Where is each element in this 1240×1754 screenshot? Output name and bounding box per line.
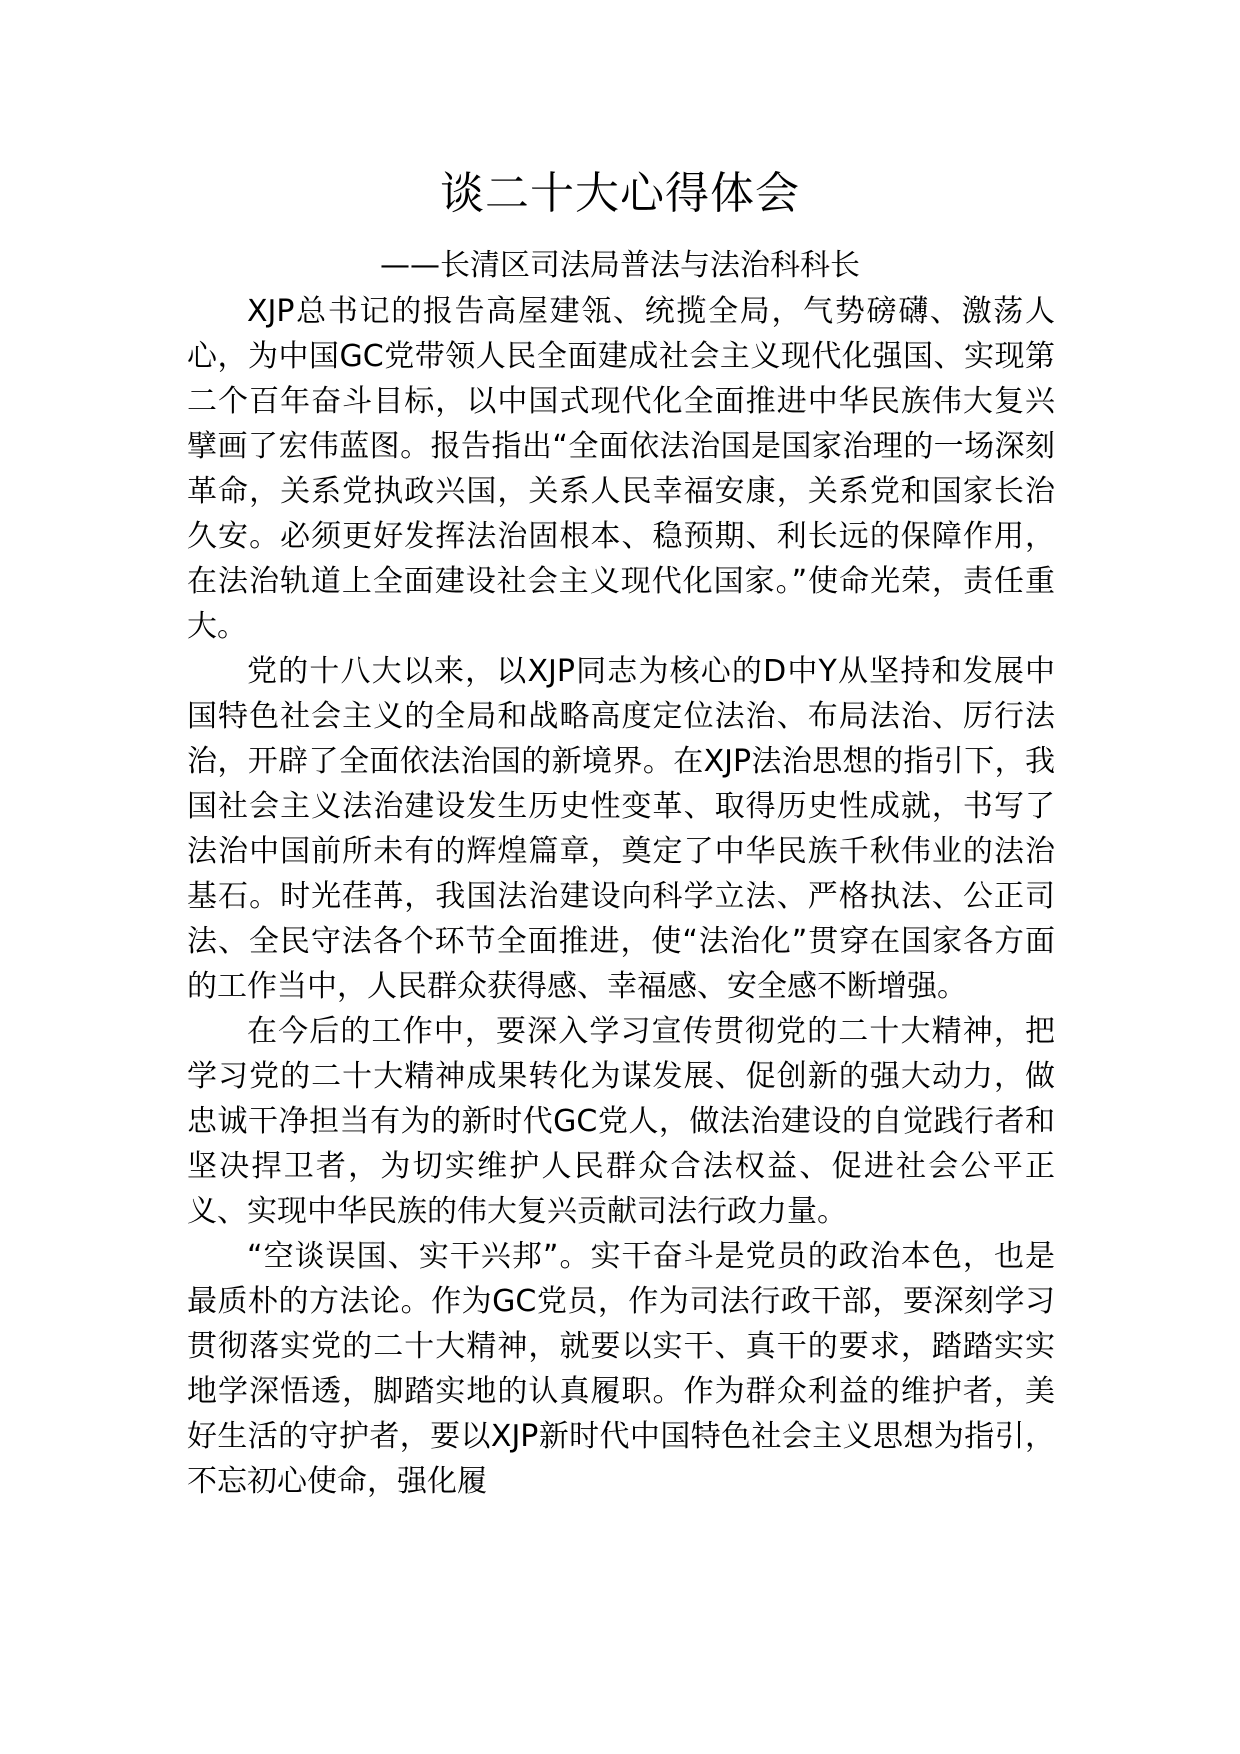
paragraph-3: 在今后的工作中，要深入学习宣传贯彻党的二十大精神，把学习党的二十大精神成果转化为谋发展、促创新的强大动力，做忠诚干净担当有为的新时代GC党人，做法治建设的自觉践行者和坚决捍卫者，为切实维护人民群众合法权益、促进社会公平正义、实现中华民族的伟大复兴贡献司法行政力量。 bbox=[187, 1014, 1055, 1229]
document-subtitle: ——长清区司法局普法与法治科科长 bbox=[380, 248, 860, 283]
paragraph-2: 党的十八大以来，以XJP同志为核心的D中Y从坚持和发展中国特色社会主义的全局和战略高度定位法治、布局法治、厉行法治，开辟了全面依法治国的新境界。在XJP法治思想的指引下，我国社会主义法治建设发生历史性变革、取得历史性成就，书写了法治中国前所未有的辉煌篇章，奠定了中华民族千秋伟业的法治基石。时光荏苒，我国法治建设向科学立法、严格执法、公正司法、全民守法各个环节全面推进，使“法治化”贯穿在国家各方面的工作当中，人民群众获得感、幸福感、安全感不断增强。 bbox=[187, 654, 1055, 1004]
document-title: 谈二十大心得体会 bbox=[440, 168, 800, 219]
document-body bbox=[187, 289, 1055, 1504]
paragraph-1: XJP总书记的报告高屋建瓴、统揽全局，气势磅礴、激荡人心，为中国GC党带领人民全面建成社会主义现代化强国、实现第二个百年奋斗目标，以中国式现代化全面推进中华民族伟大复兴擘画了宏伟蓝图。报告指出“全面依法治国是国家治理的一场深刻革命，关系党执政兴国，关系人民幸福安康，关系党和国家长治久安。必须更好发挥法治固根本、稳预期、利长远的保障作用，在法治轨道上全面建设社会主义现代化国家。”使命光荣，责任重大。 bbox=[187, 294, 1055, 644]
paragraph-4: “空谈误国、实干兴邦”。实干奋斗是党员的政治本色，也是最质朴的方法论。作为GC党员，作为司法行政干部，要深刻学习贯彻落实党的二十大精神，就要以实干、真干的要求，踏踏实实地学深悟透，脚踏实地的认真履职。作为群众利益的维护者，美好生活的守护者，要以XJP新时代中国特色社会主义思想为指引，不忘初心使命，强化履 bbox=[187, 1239, 1055, 1499]
